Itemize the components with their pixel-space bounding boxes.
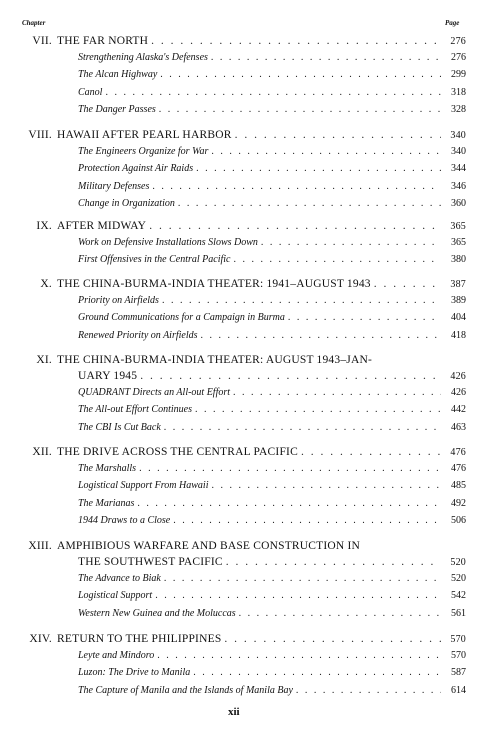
section-entry[interactable] [78, 685, 466, 696]
section-entry[interactable] [78, 650, 466, 661]
section-title: The Marianas [78, 497, 135, 509]
dot-leader [211, 146, 441, 157]
section-title: The Danger Passes [78, 104, 156, 116]
chapter-title-continuation: UARY 1945 [78, 370, 138, 382]
chapter-number: VIII. [28, 129, 52, 141]
dot-leader [211, 52, 441, 63]
chapter-heading[interactable] [12, 446, 466, 458]
chapter-heading-continuation [78, 370, 466, 382]
section-title: Logistical Support [78, 590, 153, 602]
section-page-number: 492 [451, 497, 466, 509]
section-title: Leyte and Mindoro [78, 650, 155, 661]
section-page-number: 587 [451, 667, 466, 679]
section-page-number: 360 [451, 198, 466, 210]
dot-leader [159, 104, 441, 115]
dot-leader [301, 446, 441, 458]
section-entry[interactable] [78, 163, 466, 174]
chapter-title: AMPHIBIOUS WARFARE AND BASE CONSTRUCTION IN [57, 540, 361, 552]
chapter-heading[interactable] [12, 278, 466, 290]
section-title: The Advance to Biak [78, 573, 161, 584]
chapter-heading[interactable] [12, 540, 466, 552]
section-entry[interactable] [78, 498, 466, 509]
chapter-heading[interactable] [12, 129, 466, 141]
section-title: Change in Organization [78, 198, 175, 210]
dot-leader [195, 404, 441, 415]
section-page-number: 506 [451, 515, 466, 527]
chapter-number: VII. [32, 35, 52, 47]
section-entry[interactable] [78, 590, 466, 601]
chapter-heading[interactable] [12, 633, 466, 645]
page-folio: xii [228, 706, 240, 718]
section-entry[interactable] [78, 330, 466, 341]
section-title: The Capture of Manila and the Islands of Manila Bay [78, 684, 293, 696]
chapter-page-number: 476 [450, 447, 466, 458]
section-title: Renewed Priority on Airfields [78, 329, 198, 341]
section-title: QUADRANT Directs an All-out Effort [78, 387, 231, 398]
section-entry[interactable] [78, 422, 466, 433]
chapter-page-number: 426 [450, 371, 466, 382]
dot-leader [155, 590, 441, 601]
dot-leader [137, 498, 441, 509]
chapter-heading-continuation [78, 556, 466, 568]
dot-leader [193, 667, 441, 678]
chapter-title: THE CHINA-BURMA-INDIA THEATER: AUGUST 1943–JAN- [57, 354, 372, 366]
dot-leader [374, 278, 441, 290]
chapter-number: XIV. [29, 633, 52, 645]
chapter-page-number: 387 [450, 279, 466, 290]
section-title: The Engineers Organize for War [78, 146, 209, 157]
chapter-title: THE DRIVE ACROSS THE CENTRAL PACIFIC [57, 446, 298, 458]
chapter-heading[interactable] [12, 220, 466, 232]
chapter-page-number: 365 [450, 221, 466, 232]
section-entry[interactable] [78, 181, 466, 192]
section-entry[interactable] [78, 146, 466, 157]
chapter-title: AFTER MIDWAY [57, 220, 147, 232]
section-title: Priority on Airfields [78, 295, 159, 306]
chapter-page-number: 520 [450, 557, 466, 568]
section-title: Logistical Support From Hawaii [78, 480, 209, 492]
section-page-number: 542 [451, 590, 466, 602]
section-page-number: 340 [451, 146, 466, 157]
page-column-label: Page [445, 19, 460, 27]
dot-leader [201, 330, 441, 341]
section-entry[interactable] [78, 87, 466, 98]
dot-leader [226, 556, 441, 568]
dot-leader [160, 69, 441, 80]
section-page-number: 570 [451, 650, 466, 661]
chapter-title: RETURN TO THE PHILIPPINES [57, 633, 222, 645]
dot-leader [151, 35, 441, 47]
section-entry[interactable] [78, 404, 466, 415]
section-page-number: 426 [451, 387, 466, 398]
section-page-number: 344 [451, 163, 466, 175]
section-page-number: 561 [451, 607, 466, 619]
dot-leader [288, 312, 441, 323]
section-title: Canol [78, 86, 103, 98]
section-page-number: 614 [451, 684, 466, 696]
section-page-number: 485 [451, 480, 466, 492]
section-entry[interactable] [78, 69, 466, 80]
section-title: Work on Defensive Installations Slows Down [78, 237, 258, 248]
section-page-number: 463 [451, 421, 466, 433]
dot-leader [296, 685, 441, 696]
chapter-title-continuation: THE SOUTHWEST PACIFIC [78, 556, 223, 568]
dot-leader [211, 480, 441, 491]
section-page-number: 520 [451, 573, 466, 584]
section-entry[interactable] [78, 52, 466, 63]
section-page-number: 404 [451, 312, 466, 324]
section-entry[interactable] [78, 254, 466, 265]
section-entry[interactable] [78, 463, 466, 474]
section-entry[interactable] [78, 515, 466, 526]
dot-leader [139, 463, 441, 474]
dot-leader [224, 633, 441, 645]
chapter-heading[interactable] [12, 35, 466, 47]
chapter-heading[interactable] [12, 354, 466, 366]
section-entry[interactable] [78, 387, 466, 398]
section-title: The All-out Effort Continues [78, 404, 192, 416]
dot-leader [140, 370, 441, 382]
section-entry[interactable] [78, 295, 466, 306]
section-entry[interactable] [78, 608, 466, 619]
dot-leader [149, 220, 441, 232]
section-title: Western New Guinea and the Moluccas [78, 607, 236, 619]
section-page-number: 328 [451, 104, 466, 116]
dot-leader [162, 295, 441, 306]
chapter-title: HAWAII AFTER PEARL HARBOR [57, 129, 232, 141]
dot-leader [164, 573, 441, 584]
chapter-title: THE FAR NORTH [57, 35, 149, 47]
dot-leader [164, 422, 441, 433]
chapter-number: X. [40, 278, 52, 290]
section-page-number: 276 [451, 52, 466, 63]
dot-leader [178, 198, 441, 209]
dot-leader [261, 237, 441, 248]
section-page-number: 299 [451, 69, 466, 81]
chapter-page-number: 570 [450, 634, 466, 645]
dot-leader [196, 163, 441, 174]
section-title: 1944 Draws to a Close [78, 515, 171, 527]
dot-leader [235, 129, 441, 141]
dot-leader [157, 650, 441, 661]
dot-leader [233, 387, 441, 398]
chapter-number: XII. [32, 446, 52, 458]
section-page-number: 318 [451, 86, 466, 98]
section-title: Ground Communications for a Campaign in Burma [78, 312, 285, 324]
section-page-number: 418 [451, 329, 466, 341]
section-title: The Marshalls [78, 463, 137, 474]
chapter-page-number: 276 [450, 36, 466, 47]
dot-leader [152, 181, 441, 192]
section-page-number: 389 [451, 295, 466, 306]
section-title: Strengthening Alaska's Defenses [78, 52, 208, 63]
section-page-number: 380 [451, 254, 466, 266]
section-entry[interactable] [78, 667, 466, 678]
chapter-number: XIII. [28, 540, 52, 552]
section-entry[interactable] [78, 573, 466, 584]
section-title: Military Defenses [78, 180, 150, 192]
section-entry[interactable] [78, 237, 466, 248]
chapter-column-label: Chapter [22, 19, 46, 27]
dot-leader [233, 254, 441, 265]
dot-leader [239, 608, 441, 619]
chapter-number: XI. [36, 354, 52, 366]
section-title: The CBI Is Cut Back [78, 421, 161, 433]
section-entry[interactable] [78, 312, 466, 323]
section-page-number: 476 [451, 463, 466, 474]
section-entry[interactable] [78, 104, 466, 115]
chapter-title: THE CHINA-BURMA-INDIA THEATER: 1941–AUGUST 1943 [57, 278, 371, 290]
section-title: Luzon: The Drive to Manila [78, 667, 191, 679]
chapter-page-number: 340 [450, 130, 466, 141]
section-entry[interactable] [78, 198, 466, 209]
section-title: Protection Against Air Raids [78, 163, 194, 175]
section-page-number: 442 [451, 404, 466, 416]
chapter-number: IX. [36, 220, 52, 232]
section-entry[interactable] [78, 480, 466, 491]
section-title: The Alcan Highway [78, 69, 158, 81]
section-title: First Offensives in the Central Pacific [78, 254, 231, 266]
section-page-number: 365 [451, 237, 466, 248]
section-page-number: 346 [451, 180, 466, 192]
dot-leader [105, 87, 441, 98]
dot-leader [173, 515, 441, 526]
